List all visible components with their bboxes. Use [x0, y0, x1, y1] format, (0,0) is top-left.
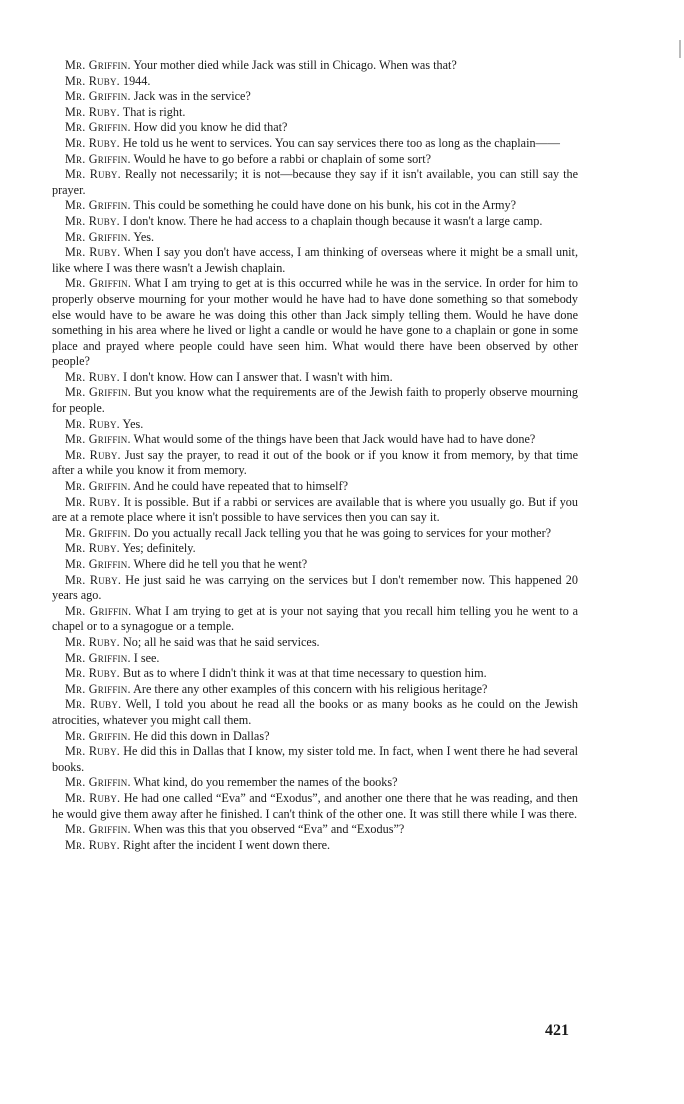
- testimony-paragraph: [52, 838, 578, 854]
- speaker-name: Mr. Ruby.: [65, 135, 120, 150]
- transcript-body: [52, 58, 578, 853]
- speaker-name: Mr. Griffin.: [65, 385, 131, 400]
- testimony-paragraph: [52, 230, 578, 246]
- testimony-paragraph: [52, 744, 578, 775]
- testimony-text: Jack was in the service?: [133, 89, 251, 104]
- page-number: 421: [545, 1022, 569, 1039]
- testimony-paragraph: [52, 74, 578, 90]
- speaker-name: Mr. Griffin.: [65, 198, 131, 213]
- testimony-paragraph: [52, 370, 578, 386]
- testimony-paragraph: [52, 417, 578, 433]
- testimony-text: Where did he tell you that he went?: [133, 557, 308, 571]
- testimony-text: 1944.: [122, 73, 151, 88]
- testimony-text: I see.: [133, 650, 160, 665]
- testimony-paragraph: [52, 495, 578, 526]
- testimony-paragraph: [52, 479, 578, 495]
- testimony-text: I don't know. There he had access to a chaplain though because it wasn't a large camp.: [122, 213, 543, 228]
- testimony-text: Would he have to go before a rabbi or chaplain of some sort?: [133, 151, 432, 166]
- testimony-text: Well, I told you about he read all the books or as many books as he could on the Jewish atrocities, whatever you might call them.: [52, 697, 578, 727]
- speaker-name: Mr. Ruby.: [65, 666, 120, 681]
- speaker-name: Mr. Ruby.: [65, 541, 120, 556]
- speaker-name: Mr. Griffin.: [65, 557, 131, 571]
- speaker-name: Mr. Griffin.: [65, 603, 132, 618]
- testimony-paragraph: [52, 120, 578, 136]
- speaker-name: Mr. Ruby.: [65, 104, 120, 119]
- testimony-text: Your mother died while Jack was still in Chicago. When was that?: [133, 58, 457, 72]
- testimony-paragraph: [52, 573, 578, 604]
- testimony-text: He did this in Dallas that I know, my sister told me. In fact, when I went there he had several books.: [52, 744, 578, 774]
- testimony-text: Yes.: [122, 416, 144, 431]
- testimony-paragraph: [52, 105, 578, 121]
- testimony-text: He did this down in Dallas?: [133, 728, 270, 743]
- testimony-paragraph: [52, 635, 578, 651]
- speaker-name: Mr. Ruby.: [65, 837, 120, 852]
- testimony-text: How did you know he did that?: [133, 120, 288, 135]
- testimony-text: It is possible. But if a rabbi or services are available that is where you usually go. But if you are at a remote place where it isn't possible to have services then you can say it.: [52, 494, 578, 525]
- speaker-name: Mr. Griffin.: [65, 650, 131, 665]
- speaker-name: Mr. Ruby.: [65, 447, 121, 462]
- testimony-paragraph: [52, 214, 578, 230]
- speaker-name: Mr. Ruby.: [65, 213, 120, 228]
- testimony-paragraph: [52, 729, 578, 745]
- testimony-text: Just say the prayer, to read it out of the book or if you know it from memory, by that time after a while you know it from memory.: [52, 447, 578, 478]
- speaker-name: Mr. Griffin.: [65, 151, 131, 166]
- speaker-name: Mr. Ruby.: [65, 572, 122, 587]
- testimony-paragraph: [52, 89, 578, 105]
- testimony-text: Yes; definitely.: [122, 541, 196, 556]
- testimony-paragraph: [52, 666, 578, 682]
- testimony-paragraph: [52, 541, 578, 557]
- testimony-paragraph: [52, 167, 578, 198]
- testimony-paragraph: [52, 775, 578, 791]
- testimony-paragraph: [52, 697, 578, 728]
- testimony-text: Really not necessarily; it is not—because they say if it isn't available, you can still say the prayer.: [52, 167, 579, 197]
- page-edge-mark: [679, 40, 681, 58]
- testimony-text: This could be something he could have done on his bunk, his cot in the Army?: [133, 198, 517, 213]
- testimony-text: And he could have repeated that to himself?: [133, 479, 348, 494]
- speaker-name: Mr. Griffin.: [65, 120, 131, 135]
- testimony-text: What kind, do you remember the names of the books?: [133, 775, 398, 790]
- testimony-text: What would some of the things have been that Jack would have had to have done?: [133, 432, 536, 447]
- testimony-paragraph: [52, 448, 578, 479]
- testimony-paragraph: [52, 152, 578, 168]
- testimony-paragraph: [52, 276, 578, 370]
- speaker-name: Mr. Griffin.: [65, 276, 132, 291]
- testimony-paragraph: [52, 526, 578, 542]
- speaker-name: Mr. Ruby.: [65, 744, 121, 759]
- speaker-name: Mr. Griffin.: [65, 89, 131, 104]
- speaker-name: Mr. Griffin.: [65, 525, 131, 540]
- testimony-text: That is right.: [122, 104, 186, 119]
- testimony-paragraph: [52, 822, 578, 838]
- testimony-text: When was this that you observed “Eva” and “Exodus”?: [133, 822, 405, 837]
- testimony-text: What I am trying to get at is this occurred while he was in the service. In order for him to properly observe mourning for your mother would he have had to have done something so that somebody else would have to be aware he was doing this other than Jack simply telling them. Would he have done something in his area where he lived or light a candle or would he have gone to a chaplain or gone in some place and prayed where people could have seen him. What would there have been observed by other people?: [52, 276, 578, 369]
- speaker-name: Mr. Ruby.: [65, 73, 120, 88]
- testimony-text: He just said he was carrying on the services but I don't remember now. This happened 20 years ago.: [52, 572, 578, 603]
- testimony-paragraph: [52, 58, 578, 74]
- speaker-name: Mr. Ruby.: [65, 697, 122, 712]
- testimony-paragraph: [52, 604, 578, 635]
- speaker-name: Mr. Ruby.: [65, 494, 121, 509]
- testimony-paragraph: [52, 136, 578, 152]
- testimony-text: Yes.: [133, 229, 155, 244]
- testimony-text: He had one called “Eva” and “Exodus”, and another one there that he was reading, and then he would give them away after he finished. I can't think of the other one. It was still there while I was there.: [52, 790, 578, 821]
- testimony-text: He told us he went to services. You can say services there too as long as the chaplain——: [122, 135, 560, 150]
- testimony-paragraph: [52, 557, 578, 573]
- testimony-text: Are there any other examples of this concern with his religious heritage?: [133, 681, 488, 696]
- testimony-text: When I say you don't have access, I am thinking of overseas where it might be a small unit, like where I was there wasn't a Jewish chaplain.: [52, 245, 578, 275]
- testimony-paragraph: [52, 682, 578, 698]
- speaker-name: Mr. Griffin.: [65, 775, 131, 790]
- testimony-paragraph: [52, 791, 578, 822]
- testimony-text: What I am trying to get at is your not saying that you recall him telling you he went to a chapel or to a synagogue or a temple.: [52, 603, 578, 634]
- speaker-name: Mr. Ruby.: [65, 416, 120, 431]
- testimony-paragraph: [52, 245, 578, 276]
- speaker-name: Mr. Ruby.: [65, 790, 121, 805]
- testimony-text: But you know what the requirements are of the Jewish faith to properly observe mourning for people.: [52, 385, 578, 416]
- speaker-name: Mr. Griffin.: [65, 822, 131, 837]
- testimony-text: Do you actually recall Jack telling you that he was going to services for your mother?: [133, 525, 552, 540]
- testimony-paragraph: [52, 385, 578, 416]
- speaker-name: Mr. Griffin.: [65, 728, 131, 743]
- testimony-paragraph: [52, 198, 578, 214]
- speaker-name: Mr. Ruby.: [65, 369, 120, 384]
- speaker-name: Mr. Griffin.: [65, 432, 131, 447]
- speaker-name: Mr. Griffin.: [65, 681, 131, 696]
- speaker-name: Mr. Ruby.: [65, 167, 121, 182]
- testimony-text: Right after the incident I went down there.: [122, 837, 331, 852]
- testimony-text: I don't know. How can I answer that. I wasn't with him.: [122, 369, 393, 384]
- speaker-name: Mr. Griffin.: [65, 479, 131, 494]
- speaker-name: Mr. Griffin.: [65, 58, 131, 72]
- testimony-text: But as to where I didn't think it was at that time necessary to question him.: [122, 666, 487, 681]
- testimony-text: No; all he said was that he said services.: [122, 634, 320, 649]
- testimony-paragraph: [52, 432, 578, 448]
- speaker-name: Mr. Ruby.: [65, 245, 121, 260]
- speaker-name: Mr. Griffin.: [65, 229, 131, 244]
- testimony-paragraph: [52, 651, 578, 667]
- speaker-name: Mr. Ruby.: [65, 634, 120, 649]
